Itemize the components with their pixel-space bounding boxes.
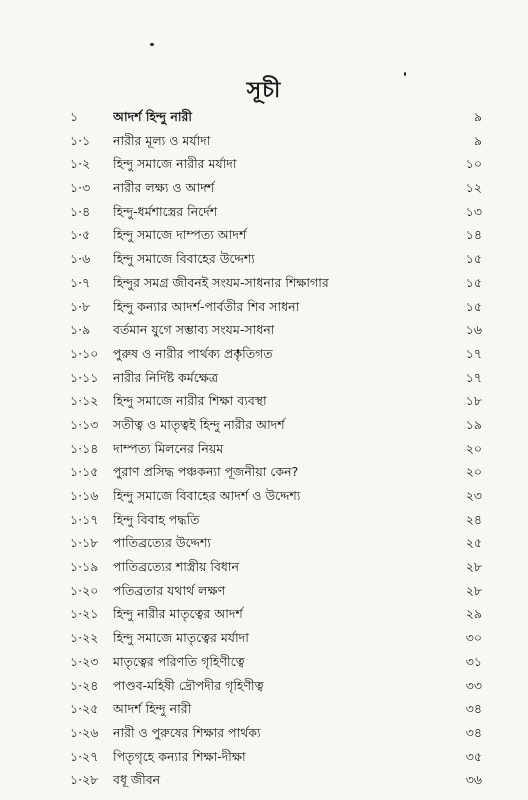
entry-title: হিন্দু সমাজে বিবাহের উদ্দেশ্য bbox=[113, 251, 255, 267]
entry-title: পাতিব্রত্যের উদ্দেশ্য bbox=[113, 535, 211, 551]
toc-entry bbox=[0, 129, 528, 153]
entry-page-number: ১৬ bbox=[465, 322, 482, 338]
toc-entry bbox=[0, 271, 528, 295]
entry-number: ১·২ bbox=[70, 156, 91, 172]
entry-title: পতিব্রতার যথার্থ লক্ষণ bbox=[113, 582, 226, 598]
entry-number: ১·১৯ bbox=[70, 559, 99, 575]
toc-entry bbox=[0, 626, 528, 650]
entry-page-number: ৩৪ bbox=[465, 724, 482, 740]
toc-entry bbox=[0, 176, 528, 200]
entry-page-number: ২৯ bbox=[465, 606, 482, 622]
entry-title: পিতৃগৃহে কন্যার শিক্ষা-দীক্ষা bbox=[113, 748, 246, 764]
entry-page-number: ৩৩ bbox=[465, 677, 482, 693]
toc-entry bbox=[0, 721, 528, 745]
entry-page-number: ২৮ bbox=[465, 582, 482, 598]
entry-title: নারীর নির্দিষ্ট কর্মক্ষেত্র bbox=[113, 369, 219, 385]
entry-page-number: ৩৬ bbox=[465, 772, 482, 788]
entry-title: নারী ও পুরুষের শিক্ষার পার্থক্য bbox=[113, 724, 261, 740]
entry-page-number: ১৭ bbox=[465, 345, 482, 361]
entry-number: ১·২০ bbox=[70, 582, 99, 598]
toc-entry bbox=[0, 768, 528, 792]
toc-entry bbox=[0, 389, 528, 413]
entry-page-number: ১২ bbox=[465, 180, 482, 196]
entry-page-number: ১৫ bbox=[465, 274, 482, 290]
toc-entry bbox=[0, 247, 528, 271]
entry-title: হিন্দু সমাজে নারীর মর্যাদা bbox=[113, 156, 237, 172]
entry-page-number: ১৫ bbox=[465, 298, 482, 314]
toc-entry bbox=[0, 579, 528, 603]
toc-entry bbox=[0, 745, 528, 769]
toc-entry bbox=[0, 650, 528, 674]
entry-title: হিন্দু কন্যার আদর্শ-পার্বতীর শিব সাধনা bbox=[113, 298, 300, 314]
entry-page-number: ৩১ bbox=[465, 653, 482, 669]
entry-title: আদর্শ হিন্দু নারী bbox=[113, 109, 192, 124]
entry-title: হিন্দু সমাজে দাম্পত্য আদর্শ bbox=[113, 227, 247, 243]
entry-title: পাতিব্রত্যের শাস্ত্রীয় বিধান bbox=[113, 559, 239, 575]
entry-title: নারীর লক্ষ্য ও আদর্শ bbox=[113, 180, 215, 196]
entry-number: ১·২৩ bbox=[70, 653, 99, 669]
entry-page-number: ১৪ bbox=[465, 227, 482, 243]
entry-page-number: ১৯ bbox=[465, 416, 482, 432]
entry-number: ১·১৪ bbox=[70, 440, 99, 456]
entry-title: পুরাণ প্রসিদ্ধ পঞ্চকন্যা পূজনীয়া কেন? bbox=[113, 464, 299, 480]
entry-number: ১·১৩ bbox=[70, 416, 99, 432]
toc-entry bbox=[0, 697, 528, 721]
toc-entry bbox=[0, 674, 528, 698]
entry-number: ১·৭ bbox=[70, 274, 91, 290]
entry-title: হিন্দুর সমগ্র জীবনই সংযম-সাধনার শিক্ষাগার bbox=[113, 274, 329, 290]
entry-title: পাণ্ডব-মহিষী দ্রৌপদীর গৃহিণীত্ব bbox=[113, 677, 264, 693]
entry-number: ১·২২ bbox=[70, 630, 99, 646]
entry-page-number: ৯ bbox=[473, 132, 482, 148]
entry-page-number: ১৮ bbox=[465, 393, 482, 409]
toc-entry bbox=[0, 295, 528, 319]
toc-entry bbox=[0, 342, 528, 366]
entry-number: ১·২৮ bbox=[70, 772, 99, 788]
entry-page-number: ২৫ bbox=[465, 535, 482, 551]
entry-number: ১·১১ bbox=[70, 369, 99, 385]
entry-page-number: ২০ bbox=[465, 440, 482, 456]
entry-number: ১·৫ bbox=[70, 227, 91, 243]
toc-entry bbox=[0, 200, 528, 224]
entry-title: দাম্পত্য মিলনের নিয়ম bbox=[113, 440, 224, 456]
page-title: সূচী bbox=[246, 78, 282, 103]
scan-speck bbox=[150, 43, 154, 46]
entry-title: হিন্দু সমাজে বিবাহের আদর্শ ও উদ্দেশ্য bbox=[113, 488, 301, 503]
toc-entry bbox=[0, 318, 528, 342]
entry-page-number: ২০ bbox=[465, 464, 482, 480]
entry-title: সতীত্ব ও মাতৃত্বই হিন্দু নারীর আদর্শ bbox=[113, 416, 285, 432]
entry-number: ১·৯ bbox=[70, 322, 91, 338]
entry-title: হিন্দু বিবাহ পদ্ধতি bbox=[113, 511, 200, 527]
entry-number: ১·২৫ bbox=[70, 701, 99, 717]
entry-page-number: ১৭ bbox=[465, 369, 482, 385]
entry-page-number: ২৮ bbox=[465, 559, 482, 575]
toc-entry bbox=[0, 413, 528, 437]
entry-page-number: ৩৫ bbox=[465, 748, 482, 764]
entry-title: বর্তমান যুগে সম্ভাব্য সংযম-সাধনা bbox=[113, 322, 275, 338]
toc-entry bbox=[0, 366, 528, 390]
entry-page-number: ৩৪ bbox=[465, 701, 482, 717]
entry-number: ১·১২ bbox=[70, 393, 99, 409]
entry-number: ১·২৭ bbox=[70, 748, 99, 764]
entry-title: নারীর মূল্য ও মর্যাদা bbox=[113, 132, 211, 148]
toc-entry bbox=[0, 555, 528, 579]
entry-number: ১·১ bbox=[70, 132, 91, 148]
toc-entry bbox=[0, 484, 528, 508]
entry-page-number: ১৩ bbox=[465, 203, 482, 219]
entry-title: হিন্দু-ধর্মশাস্ত্রের নির্দেশ bbox=[113, 203, 218, 219]
toc-entry bbox=[0, 602, 528, 626]
entry-number: ১·৩ bbox=[70, 180, 91, 196]
entry-number: ১·১৭ bbox=[70, 511, 99, 527]
toc-entry bbox=[0, 508, 528, 532]
table-of-contents bbox=[0, 105, 528, 792]
entry-title: বধূ জীবন bbox=[113, 772, 161, 788]
entry-page-number: ১০ bbox=[465, 156, 482, 172]
entry-title: হিন্দু নারীর মাতৃত্বের আদর্শ bbox=[113, 606, 243, 622]
entry-number: ১·২৪ bbox=[70, 677, 99, 693]
entry-title: মাতৃত্বের পরিণতি গৃহিণীত্বে bbox=[113, 653, 245, 669]
entry-number: ১·৮ bbox=[70, 298, 91, 314]
entry-page-number: ২৪ bbox=[465, 511, 482, 527]
toc-entry bbox=[0, 531, 528, 555]
entry-number: ১·১০ bbox=[70, 345, 99, 361]
entry-number: ১ bbox=[70, 109, 79, 124]
entry-page-number: ২৩ bbox=[465, 488, 482, 503]
entry-number: ১·২৬ bbox=[70, 724, 99, 740]
toc-entry bbox=[0, 152, 528, 176]
toc-entry bbox=[0, 223, 528, 247]
scan-speck bbox=[404, 72, 406, 76]
entry-title: আদর্শ হিন্দু নারী bbox=[113, 701, 192, 717]
entry-number: ১·৬ bbox=[70, 251, 91, 267]
toc-entry bbox=[0, 437, 528, 461]
entry-title: পুরুষ ও নারীর পার্থক্য প্রকৃতিগত bbox=[113, 345, 273, 361]
entry-number: ১·১৬ bbox=[70, 488, 99, 503]
toc-entry bbox=[0, 105, 528, 129]
entry-number: ১·১৫ bbox=[70, 464, 99, 480]
entry-number: ১·৪ bbox=[70, 203, 91, 219]
entry-number: ১·২১ bbox=[70, 606, 99, 622]
entry-title: হিন্দু সমাজে নারীর শিক্ষা ব্যবস্থা bbox=[113, 393, 267, 409]
entry-page-number: ১৫ bbox=[465, 251, 482, 267]
entry-title: হিন্দু সমাজে মাতৃত্বের মর্যাদা bbox=[113, 630, 249, 646]
toc-entry bbox=[0, 460, 528, 484]
entry-page-number: ৯ bbox=[473, 109, 482, 124]
entry-page-number: ৩০ bbox=[465, 630, 482, 646]
entry-number: ১·১৮ bbox=[70, 535, 99, 551]
